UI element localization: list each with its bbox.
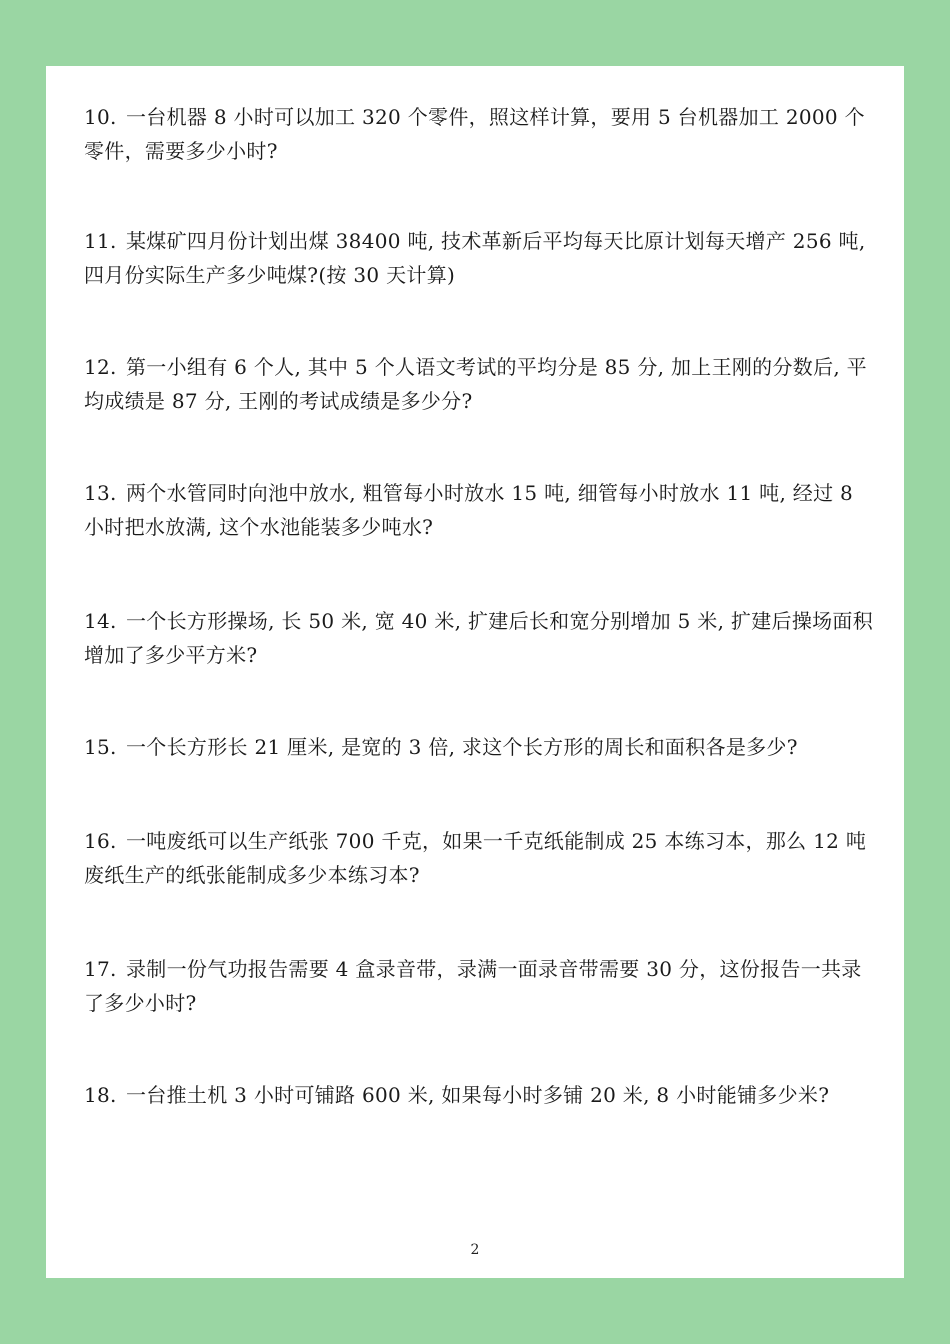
problem-number: 10. xyxy=(84,105,117,129)
problem-number: 17. xyxy=(84,957,117,981)
problem-11 xyxy=(84,224,874,292)
problem-number: 16. xyxy=(84,829,117,853)
page-number: 2 xyxy=(470,1242,480,1258)
problem-text: 某煤矿四月份计划出煤 38400 吨, 技术革新后平均每天比原计划每天增产 256 吨, 四月份实际生产多少吨煤?(按 30 天计算) xyxy=(84,229,866,287)
problem-text: 一个长方形操场, 长 50 米, 宽 40 米, 扩建后长和宽分别增加 5 米, 扩建后操场面积增加了多少平方米? xyxy=(84,609,874,667)
problem-number: 12. xyxy=(84,355,117,379)
problem-17 xyxy=(84,952,874,1020)
problem-13 xyxy=(84,476,874,544)
problem-15 xyxy=(84,730,874,764)
problem-text: 第一小组有 6 个人, 其中 5 个人语文考试的平均分是 85 分, 加上王刚的分数后, 平均成绩是 87 分, 王刚的考试成绩是多少分? xyxy=(84,355,867,413)
problem-10 xyxy=(84,100,874,168)
problem-12 xyxy=(84,350,874,418)
problem-number: 15. xyxy=(84,735,117,759)
problem-number: 11. xyxy=(84,229,117,253)
problem-14 xyxy=(84,604,874,672)
problem-number: 13. xyxy=(84,481,117,505)
problem-text: 一台机器 8 小时可以加工 320 个零件，照这样计算，要用 5 台机器加工 2000 个零件，需要多少小时? xyxy=(84,105,865,163)
problem-18 xyxy=(84,1078,874,1112)
problem-16 xyxy=(84,824,874,892)
problem-text: 一个长方形长 21 厘米, 是宽的 3 倍, 求这个长方形的周长和面积各是多少? xyxy=(126,735,798,759)
problem-text: 两个水管同时向池中放水, 粗管每小时放水 15 吨, 细管每小时放水 11 吨, 经过 8 小时把水放满, 这个水池能装多少吨水? xyxy=(84,481,854,539)
problem-text: 一吨废纸可以生产纸张 700 千克，如果一千克纸能制成 25 本练习本，那么 12 吨废纸生产的纸张能制成多少本练习本? xyxy=(84,829,867,887)
problem-text: 录制一份气功报告需要 4 盒录音带，录满一面录音带需要 30 分，这份报告一共录了多少小时? xyxy=(84,957,862,1015)
problem-number: 18. xyxy=(84,1083,117,1107)
worksheet-page xyxy=(46,66,904,1278)
problem-number: 14. xyxy=(84,609,117,633)
problem-text: 一台推土机 3 小时可铺路 600 米, 如果每小时多铺 20 米, 8 小时能铺多少米? xyxy=(126,1083,830,1107)
